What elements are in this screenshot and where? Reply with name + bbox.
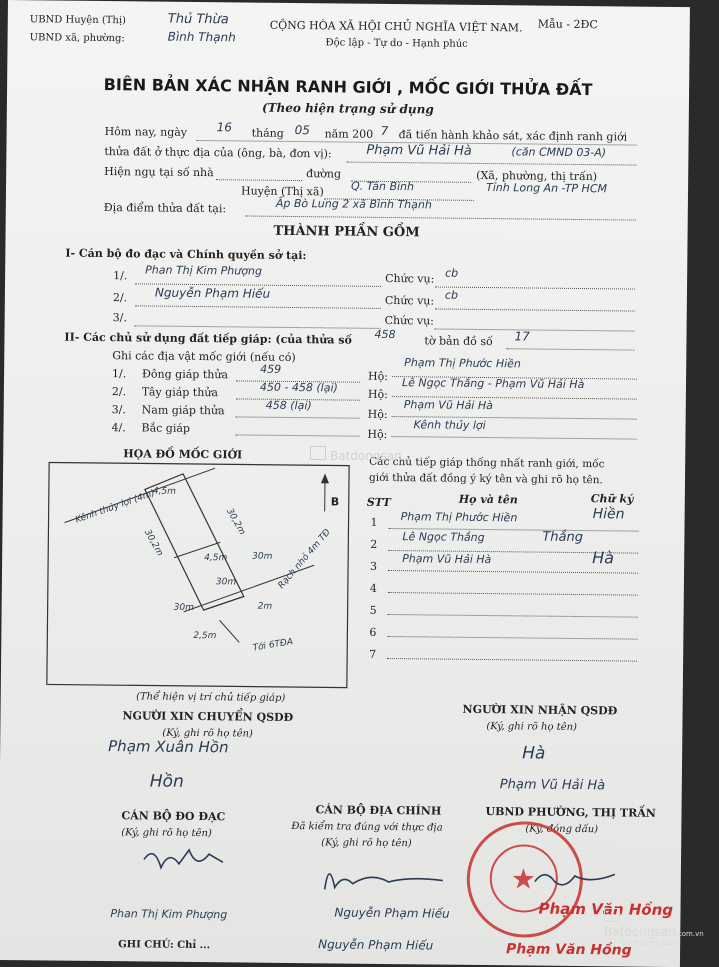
motto: Độc lập - Tự do - Hạnh phúc (326, 37, 468, 49)
section-ii-parcel: 458 (374, 328, 395, 341)
intro-district-label: Huyện (Thị xã) (241, 184, 324, 198)
neighbor-3-value: 458 (lại) (266, 399, 312, 412)
intro-month-label: tháng (252, 127, 284, 140)
intro-ward: (Xã, phường, thị trấn) (476, 169, 597, 183)
col-name: Họ và tên (459, 493, 518, 507)
neighbor-2-ho: Hộ: (368, 388, 388, 401)
neighbor-1-label: Đông giáp thửa (142, 367, 228, 381)
signer-sign-2: Thắng (542, 530, 583, 545)
dots (391, 436, 636, 440)
form-code: Mẫu - 2ĐC (538, 18, 598, 32)
neighbor-2-value: 450 - 458 (lại) (260, 381, 338, 395)
dots (135, 305, 381, 309)
neighbor-2-label: Tây giáp thửa (142, 385, 218, 399)
col-stt: STT (367, 496, 391, 509)
cadastral-signature (319, 853, 449, 898)
neighbor-3-ho: Hộ: (368, 408, 388, 421)
map-dim-3: 4,5m (204, 553, 227, 563)
map-dim-5: 30m (216, 577, 237, 587)
receiver-name: Phạm Vũ Hải Hà (500, 777, 605, 793)
receiver-note: (Ký, ghi rõ họ tên) (486, 721, 577, 733)
intro-owner: Phạm Vũ Hải Hà (366, 143, 471, 159)
intro-month: 05 (295, 123, 310, 137)
section-i-heading: I- Cán bộ đo đạc và Chính quyền sở tại: (65, 247, 306, 263)
intro-street: đường (306, 167, 341, 180)
dots (435, 308, 635, 311)
header-left-1: UBND Huyện (Thị) (30, 14, 126, 26)
intro-owner-label: thửa đất ở thực địa của (ông, bà, đơn vị): (104, 145, 331, 160)
ubnd-note: (Ký, đóng dấu) (525, 823, 598, 835)
map-dim-6: 30m (174, 603, 195, 613)
watermark-by: by PropertyGuru (622, 939, 719, 947)
surveyor-note: (Ký, ghi rõ họ tên) (121, 827, 212, 839)
signer-sign-1: Hiền (593, 506, 625, 522)
intro-owner-note: (căn CMND 03-A) (511, 145, 606, 159)
neighbor-2-num: 2/. (112, 385, 126, 398)
neighbor-4-num: 4/. (111, 421, 125, 434)
intro-district: Q. Tân Bình (351, 180, 414, 194)
section-ii-map-no: 17 (514, 329, 529, 343)
surveyor-name: Phan Thị Kim Phượng (110, 907, 227, 921)
dots (387, 658, 637, 662)
dots (506, 348, 634, 350)
section-i-row-2-role: cb (445, 289, 458, 302)
map-dim-1: 30,2m (224, 507, 247, 537)
intro-year-label: năm 200 (325, 127, 374, 141)
cadastral-name-repeat: Nguyễn Phạm Hiếu (318, 937, 433, 952)
section-i-row-2-name: Nguyễn Phạm Hiếu (155, 286, 270, 301)
watermark-center: Batdongsan (310, 446, 402, 463)
section-title: THÀNH PHẦN GỒM (6, 221, 688, 243)
signer-stt-4: 4 (370, 582, 377, 595)
transferor-name: Phạm Xuân Hồn (108, 737, 229, 756)
map-north-label: B (331, 495, 340, 508)
surveyor-title: CÁN BỘ ĐO ĐẠC (121, 809, 225, 823)
intro-location: Ấp Bò Lung 2 xã Bình Thạnh (276, 197, 432, 212)
neighbor-1-ho: Hộ: (368, 370, 388, 383)
agreement-text-2: giới thửa đất đồng ý ký tên và ghi rõ họ tên. (369, 472, 603, 486)
transferor-title: NGƯỜI XIN CHUYỂN QSDĐ (122, 709, 293, 724)
ubnd-title: UBND PHƯỜNG, THỊ TRẤN (485, 805, 655, 820)
signer-stt-5: 5 (370, 604, 377, 617)
section-ii-note: Ghi các địa vật mốc giới (nếu có) (112, 349, 296, 364)
star-icon: ★ (511, 862, 536, 895)
intro-year-suffix: 7 (381, 124, 389, 138)
transferor-sig: Hồn (150, 772, 184, 792)
intro-today: Hôm nay, ngày (105, 125, 188, 139)
republic-line: CỘNG HÒA XÃ HỘI CHỦ NGHĨA VIỆT NAM. (270, 19, 523, 35)
dots (216, 179, 302, 181)
header-left-1-hw: Thủ Thừa (168, 12, 229, 28)
section-i-row-1-name: Phan Thị Kim Phượng (145, 263, 262, 277)
map-label-ditch: Rạch nhỏ 4m TĐ (276, 527, 333, 591)
section-i-row-1-num: 1/. (113, 269, 127, 282)
receiver-title: NGƯỜI XIN NHẬN QSDĐ (463, 703, 618, 718)
cadastral-name: Nguyễn Phạm Hiếu (334, 905, 449, 920)
brand-logo-icon (310, 446, 326, 460)
map-dim-8: 2,5m (193, 631, 216, 641)
neighbor-1-num: 1/. (112, 367, 126, 380)
section-i-row-1-role: cb (445, 267, 458, 280)
neighbor-2-owner: Lê Ngọc Thắng - Phạm Vũ Hải Hà (402, 376, 584, 391)
section-i-row-3-role-label: Chức vụ: (385, 314, 434, 328)
dots (235, 434, 359, 436)
dots (388, 592, 638, 596)
map-dim-0: 4,5m (153, 487, 176, 497)
document-title: BIÊN BẢN XÁC NHẬN RANH GIỚI , MỐC GIỚI THỬA ĐẤT (7, 74, 689, 100)
section-i-row-2-role-label: Chức vụ: (385, 294, 434, 308)
signer-stt-2: 2 (370, 538, 377, 551)
signer-stt-6: 6 (369, 626, 376, 639)
surveyor-signature (139, 839, 229, 880)
map-label-road: Tới 6TĐA (252, 636, 294, 654)
cadastral-note-2: (Ký, ghi rõ họ tên) (321, 837, 412, 849)
section-ii-map-label: tờ bản đồ số (424, 334, 493, 348)
signer-stt-1: 1 (370, 516, 377, 529)
neighbor-1-owner: Phạm Thị Phước Hiền (404, 356, 521, 370)
receiver-sig: Hà (522, 743, 545, 763)
neighbor-4-ho: Hộ: (367, 428, 387, 441)
transferor-note: (Ký, ghi rõ họ tên) (162, 728, 253, 740)
intro-day: 16 (217, 120, 232, 134)
signer-stt-3: 3 (370, 560, 377, 573)
document-subtitle: (Theo hiện trạng sử dụng (7, 98, 689, 119)
section-ii-heading: II- Các chủ sử dụng đất tiếp giáp: (của thửa số (64, 331, 351, 347)
chairman-signature (531, 864, 621, 895)
cadastral-title: CÁN BỘ ĐỊA CHÍNH (315, 803, 441, 817)
signer-name-2: Lê Ngọc Thắng (402, 530, 484, 544)
intro-location-label: Địa điểm thửa đất tại: (104, 201, 226, 215)
dots (435, 328, 635, 331)
map-dim-2: 30,2m (142, 528, 165, 558)
cadastral-note-1: Đã kiểm tra đúng với thực địa (291, 821, 442, 834)
dots (246, 216, 636, 221)
intro-residence: Hiện ngụ tại số nhà (104, 165, 214, 179)
dots (387, 636, 637, 640)
agreement-text-1: Các chủ tiếp giáp thống nhất ranh giới, mốc (369, 456, 604, 470)
map-title: HỌA ĐỒ MỐC GIỚI (123, 447, 242, 461)
dots (435, 286, 635, 289)
signer-name-1: Phạm Thị Phước Hiền (401, 510, 518, 524)
ubnd-name: Phạm Văn Hồng (538, 900, 673, 919)
footer-note: GHI CHÚ: Chỉ ... (118, 939, 210, 951)
dots (388, 570, 638, 574)
neighbor-4-label: Bắc giáp (141, 421, 190, 435)
map-dim-4: 30m (252, 552, 273, 562)
signer-stt-7: 7 (369, 648, 376, 661)
brand-logo-icon (604, 908, 620, 922)
header-left-2: UBND xã, phường: (30, 32, 125, 44)
parcel-sketch (43, 458, 365, 691)
section-i-row-2-num: 2/. (113, 291, 127, 304)
section-i-row-1-role-label: Chức vụ: (385, 272, 434, 286)
signer-name-3: Phạm Vũ Hải Hà (402, 552, 491, 566)
header-left-2-hw: Bình Thạnh (168, 30, 236, 45)
dots (135, 325, 381, 329)
signer-list (8, 0, 690, 7)
dots (236, 416, 360, 418)
col-sign: Chữ ký (591, 492, 634, 505)
section-i-row-3-num: 3/. (113, 311, 127, 324)
watermark-bottom: Batdongsan.com.vn by PropertyGuru (604, 908, 719, 947)
map-label-canal: Kênh thủy lợi (4m) (74, 487, 156, 525)
dots (388, 614, 638, 618)
neighbor-4-owner: Kênh thủy lợi (414, 418, 486, 432)
neighbor-1-value: 459 (260, 363, 281, 376)
intro-survey: đã tiến hành khảo sát, xác định ranh giới (399, 128, 628, 143)
ubnd-name-repeat: Phạm Văn Hồng (506, 941, 632, 958)
signer-sign-3: Hà (592, 548, 614, 567)
neighbor-3-owner: Phạm Vũ Hải Hà (404, 398, 493, 412)
dots (346, 162, 636, 166)
map-dim-7: 2m (258, 602, 273, 612)
neighbor-3-num: 3/. (112, 403, 126, 416)
intro-province: Tỉnh Long An -TP HCM (486, 181, 607, 195)
map-caption: (Thể hiện vị trí chủ tiếp giáp) (101, 691, 321, 704)
neighbor-3-label: Nam giáp thửa (142, 403, 225, 417)
